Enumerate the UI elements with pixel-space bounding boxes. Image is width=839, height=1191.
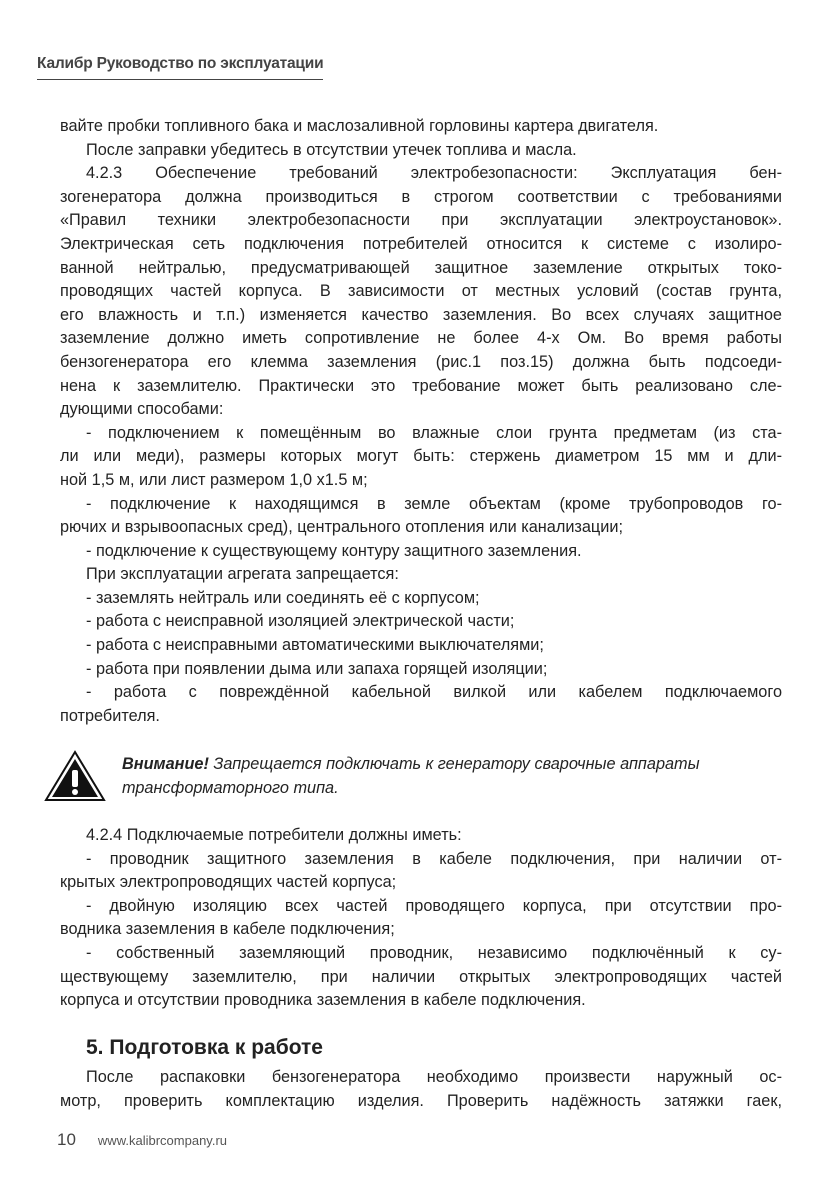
text-line: - двойную изоляцию всех частей проводящего корпуса, при отсутствии про- <box>86 896 782 915</box>
text-line: 4.2.4 Подключаемые потребители должны иметь: <box>86 826 462 844</box>
text-line: - работа с неисправными автоматическими выключателями; <box>86 636 544 655</box>
warning-text-cont: трансформаторного типа. <box>122 779 339 797</box>
text-block-electrical-safety <box>60 115 782 728</box>
text-line: мотр, проверить комплектацию изделия. Проверить надёжность затяжки гаек, <box>60 1091 782 1110</box>
text-line: ществующему заземлителю, при наличии открытых электропроводящих частей <box>60 967 782 986</box>
text-line: - заземлять нейтраль или соединять её с корпусом; <box>86 588 480 607</box>
warning-text: Запрещается подключать к генератору сварочные аппараты <box>208 755 700 773</box>
text-line: После распаковки бензогенератора необходимо произвести наружный ос- <box>86 1068 782 1086</box>
page-footer <box>57 1130 227 1150</box>
section-heading: 5. Подготовка к работе <box>86 1036 323 1059</box>
text-line: корпуса и отсутствии проводника заземления в кабеле подключения. <box>60 991 586 1010</box>
text-line: проводящих частей корпуса. В зависимости от местных условий (состав грунта, <box>60 282 782 301</box>
text-line: зогенератора должна производиться в строгом соответствии с требованиями <box>60 187 782 206</box>
text-line: - работа при появлении дыма или запаха горящей изоляции; <box>86 659 548 678</box>
text-line: нена к заземлителю. Практически это требование может быть реализовано сле- <box>60 376 782 395</box>
warning-note <box>44 748 784 804</box>
text-line: ванной нейтралью, предусматривающей защитное заземление открытых токо- <box>60 258 782 277</box>
text-line: бензогенератора его клемма заземления (рис.1 поз.15) должна быть подсоеди- <box>60 352 782 371</box>
text-line: - подключение к существующему контуру защитного заземления. <box>86 541 582 560</box>
page-number: 10 <box>57 1130 76 1149</box>
text-line: - работа с повреждённой кабельной вилкой или кабелем подключаемого <box>86 683 782 702</box>
text-line: заземление должно иметь сопротивление не более 4-х Ом. Во время работы <box>60 329 782 348</box>
text-line: - работа с неисправной изоляцией электрической части; <box>86 612 515 631</box>
text-line: крытых электропроводящих частей корпуса; <box>60 873 397 892</box>
text-line: рючих и взрывоопасных сред), центрального отопления или канализации; <box>60 518 623 537</box>
text-line: - подключение к находящимся в земле объектам (кроме трубопроводов го- <box>86 494 782 513</box>
text-line: - проводник защитного заземления в кабеле подключения, при наличии от- <box>86 849 782 868</box>
text-block-consumers <box>60 824 782 1013</box>
text-line: потребителя. <box>60 706 160 725</box>
text-line: его влажность и т.п.) изменяется качество заземления. Во всех случаях защитное <box>60 305 782 324</box>
text-line: - подключением к помещённым во влажные слои грунта предметам (из ста- <box>86 423 782 442</box>
text-line: Электрическая сеть подключения потребителей относится к системе с изолиро- <box>60 234 782 253</box>
running-header: Калибр Руководство по эксплуатации <box>37 55 323 80</box>
text-line: После заправки убедитесь в отсутствии утечек топлива и масла. <box>86 140 577 159</box>
text-line: вайте пробки топливного бака и маслозаливной горловины картера двигателя. <box>60 117 659 135</box>
text-block-preparation <box>60 1066 782 1113</box>
text-line: - собственный заземляющий проводник, независимо подключённый к су- <box>86 943 782 962</box>
text-line: «Правил техники электробезопасности при эксплуатации электроустановок». <box>60 211 782 230</box>
text-line: ли или меди), размеры которых могут быть: стержень диаметром 15 мм и дли- <box>60 447 782 466</box>
text-line: дующими способами: <box>60 400 224 419</box>
text-line: ной 1,5 м, или лист размером 1,0 х1.5 м; <box>60 470 368 489</box>
text-line: При эксплуатации агрегата запрещается: <box>86 565 399 584</box>
warning-triangle-icon <box>44 750 106 802</box>
text-line: водника заземления в кабеле подключения; <box>60 920 395 939</box>
footer-url[interactable]: www.kalibrcompany.ru <box>97 1133 228 1148</box>
warning-label: Внимание! <box>122 755 209 773</box>
text-line: 4.2.3 Обеспечение требований электробезопасности: Эксплуатация бен- <box>86 164 782 183</box>
